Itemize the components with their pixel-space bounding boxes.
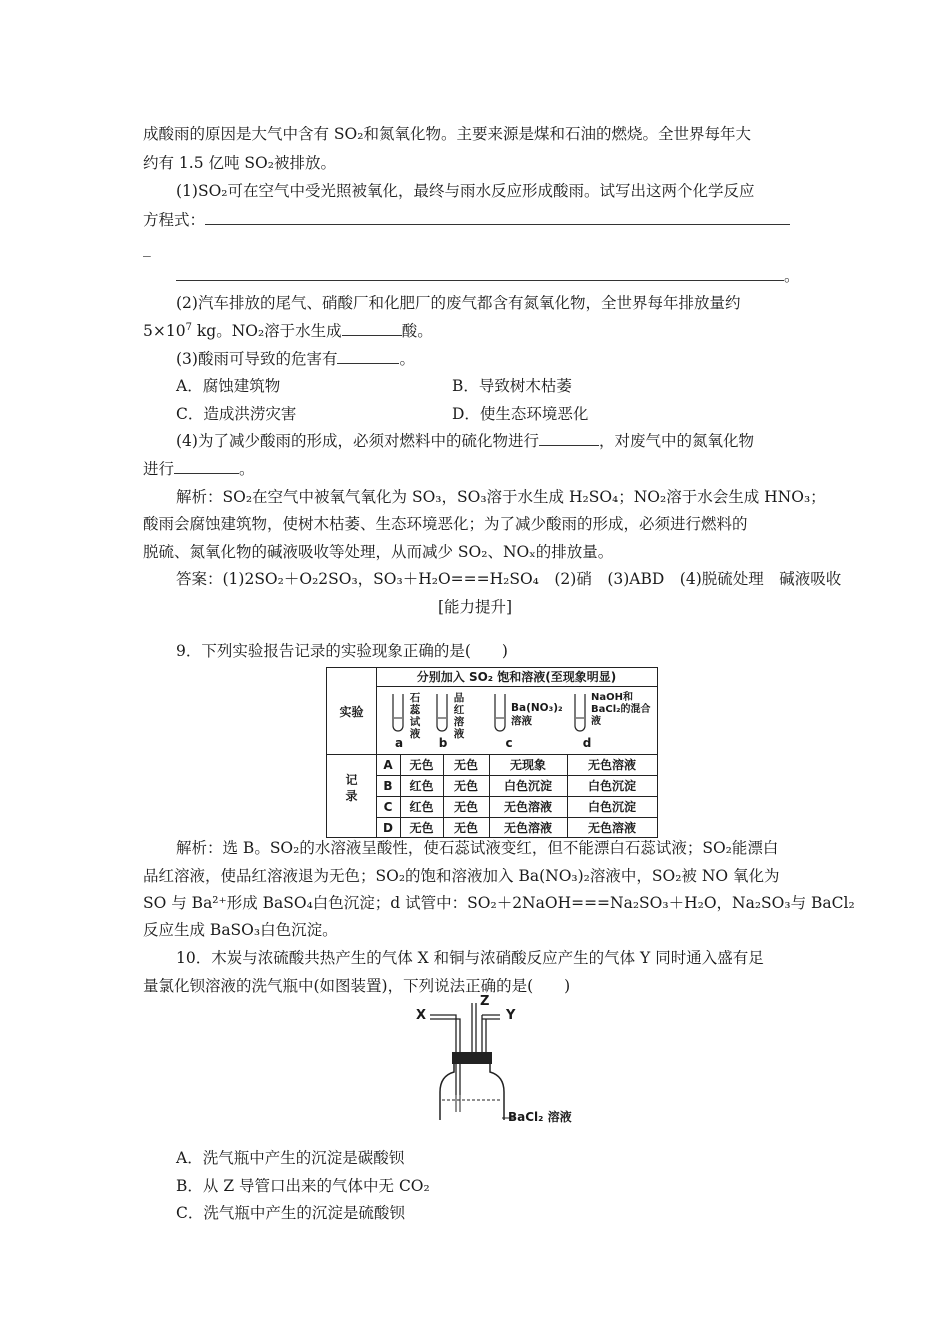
q2-exponent: 7 (185, 321, 192, 333)
q1-answer-blank-2[interactable] (176, 266, 784, 281)
q4-text-b: ，对废气中的氮氧化物 (598, 432, 754, 450)
q3-answer-blank[interactable] (337, 349, 399, 364)
table-cell: 无色 (453, 821, 478, 835)
label-y: Y (506, 1008, 516, 1023)
q1-label: 方程式： (143, 211, 206, 229)
row-option: C (383, 800, 393, 814)
table-cell: 无色溶液 (503, 800, 552, 814)
table-cell: 无现象 (509, 758, 546, 772)
q4-line-1 (176, 431, 754, 451)
tube-c-letter: c (505, 736, 513, 750)
intro-line-1: 成酸雨的原因是大气中含有 SO₂和氮氧化物。主要来源是煤和石油的燃烧。全世界每年大 (143, 125, 751, 143)
q10-option-c: C．洗气瓶中产生的沉淀是硫酸钡 (176, 1204, 405, 1222)
table-cell: 红色 (409, 800, 434, 814)
analysis8-line-1: 解析：SO₂在空气中被氧气氧化为 SO₃，SO₃溶于水生成 H₂SO₄；NO₂溶于水会生成 HNO₃； (176, 488, 826, 506)
section-title: [能力提升] (437, 598, 513, 616)
q1-dash: _ (143, 239, 151, 257)
q2-text-c: 酸。 (401, 322, 433, 340)
q10-stem-1: 10．木炭与浓硫酸共热产生的气体 X 和铜与浓硝酸反应产生的气体 Y 同时通入盛有足 (176, 949, 764, 967)
gas-washing-bottle-icon (410, 1000, 580, 1120)
intro-line-2: 约有 1.5 亿吨 SO₂被排放。 (143, 154, 336, 172)
analysis8-line-3: 脱硫、氮氧化物的碱液吸收等处理，从而减少 SO₂、NOₓ的排放量。 (143, 543, 614, 561)
table-cell: 无色溶液 (587, 758, 636, 772)
q1-line-2 (143, 210, 790, 230)
table-cell: 无色 (453, 779, 478, 793)
table-col-experiment: 实验 (339, 705, 364, 719)
q1-line-1: (1)SO₂可在空气中受光照被氧化，最终与雨水反应形成酸雨。试写出这两个化学反应 (176, 182, 755, 200)
tube-b-label: 品红溶液 (453, 692, 465, 740)
q9-analysis-2: 品红溶液，使品红溶液退为无色；SO₂的饱和溶液加入 Ba(NO₃)₂溶液中，SO₂被 NO 氧化为 (143, 867, 780, 885)
experiment-table (326, 667, 658, 838)
q3-option-d: D．使生态环境恶化 (452, 405, 589, 423)
table-cell: 白色沉淀 (503, 779, 552, 793)
test-tube-icon (493, 694, 507, 734)
q4-answer-blank-2[interactable] (174, 459, 239, 474)
tube-d-letter: d (582, 736, 592, 750)
table-cell: 白色沉淀 (587, 800, 636, 814)
table-cell: 无色 (409, 758, 434, 772)
test-tube-icon (573, 694, 587, 734)
q9-analysis-3: SO 与 Ba²⁺形成 BaSO₄白色沉淀；d 试管中：SO₂＋2NaOH===Na₂SO₃＋H₂O，Na₂SO₃与 BaCl₂ (143, 894, 855, 912)
tube-c-label: Ba(NO₃)₂溶液 (511, 702, 563, 727)
table-header-top: 分别加入 SO₂ 饱和溶液(至现象明显) (416, 670, 617, 684)
table-cell: 无色 (409, 821, 434, 835)
q3-option-a: A．腐蚀建筑物 (176, 377, 281, 395)
row-option: B (383, 779, 393, 793)
q9-analysis-4: 反应生成 BaSO₃白色沉淀。 (143, 921, 338, 939)
q4-text-d: 。 (239, 460, 255, 478)
q3-text-a: (3)酸雨可导致的危害有 (176, 350, 338, 368)
q3-option-c: C．造成洪涝灾害 (176, 405, 297, 423)
row-option: A (383, 758, 393, 772)
table-col-record: 记录 (345, 773, 358, 803)
table-cell: 红色 (409, 779, 434, 793)
test-tube-icon (391, 694, 405, 734)
table-cell: 无色溶液 (587, 821, 636, 835)
q10-option-a: A．洗气瓶中产生的沉淀是碳酸钡 (176, 1149, 405, 1167)
q3-line-1 (176, 349, 415, 369)
q1-line-3 (176, 266, 800, 286)
q2-answer-blank[interactable] (342, 321, 402, 336)
analysis8-line-2: 酸雨会腐蚀建筑物，使树木枯萎、生态环境恶化；为了减少酸雨的形成，必须进行燃料的 (143, 515, 748, 533)
tube-a-label: 石蕊试液 (409, 692, 421, 740)
q2-text-a: 5×10 (143, 322, 186, 340)
q3-option-b: B．导致树木枯萎 (452, 377, 572, 395)
q10-option-b: B．从 Z 导管口出来的气体中无 CO₂ (176, 1177, 430, 1195)
tube-d-label: NaOH和BaCl₂的混合液 (591, 692, 651, 727)
table-cell: 无色 (453, 800, 478, 814)
table-cell: 无色溶液 (503, 821, 552, 835)
q9-stem: 9．下列实验报告记录的实验现象正确的是( ) (176, 642, 508, 660)
q3-text-b: 。 (399, 350, 415, 368)
test-tube-icon (435, 694, 449, 734)
q4-text-c: 进行 (143, 460, 175, 478)
q4-line-2 (143, 459, 255, 479)
row-option: D (383, 821, 393, 835)
tube-a-letter: a (394, 736, 404, 750)
q4-answer-blank-1[interactable] (539, 431, 599, 446)
q4-text-a: (4)为了减少酸雨的形成，必须对燃料中的硫化物进行 (176, 432, 539, 450)
q2-line-2 (143, 321, 433, 341)
label-z: Z (480, 994, 490, 1009)
q10-stem-2: 量氯化钡溶液的洗气瓶中(如图装置)，下列说法正确的是( ) (143, 977, 571, 995)
gas-washing-bottle-figure (410, 994, 580, 1124)
tube-b-letter: b (438, 736, 448, 750)
table-cell: 无色 (453, 758, 478, 772)
label-x: X (416, 1008, 427, 1023)
q1-period: 。 (784, 267, 800, 285)
q2-line-1: (2)汽车排放的尾气、硝酸厂和化肥厂的废气都含有氮氧化物，全世界每年排放量约 (176, 294, 741, 312)
label-solution: BaCl₂ 溶液 (508, 1110, 572, 1124)
answer8: 答案：(1)2SO₂＋O₂2SO₃，SO₃＋H₂O===H₂SO₄ (2)硝 (3)ABD (4)脱硫处理 碱液吸收 (176, 570, 842, 588)
q9-analysis-1: 解析：选 B。SO₂的水溶液呈酸性，使石蕊试液变红，但不能漂白石蕊试液；SO₂能漂白 (176, 839, 779, 857)
q1-answer-blank-1[interactable] (205, 210, 790, 225)
q2-text-b: kg。NO₂溶于水生成 (191, 322, 342, 340)
table-cell: 白色沉淀 (587, 779, 636, 793)
